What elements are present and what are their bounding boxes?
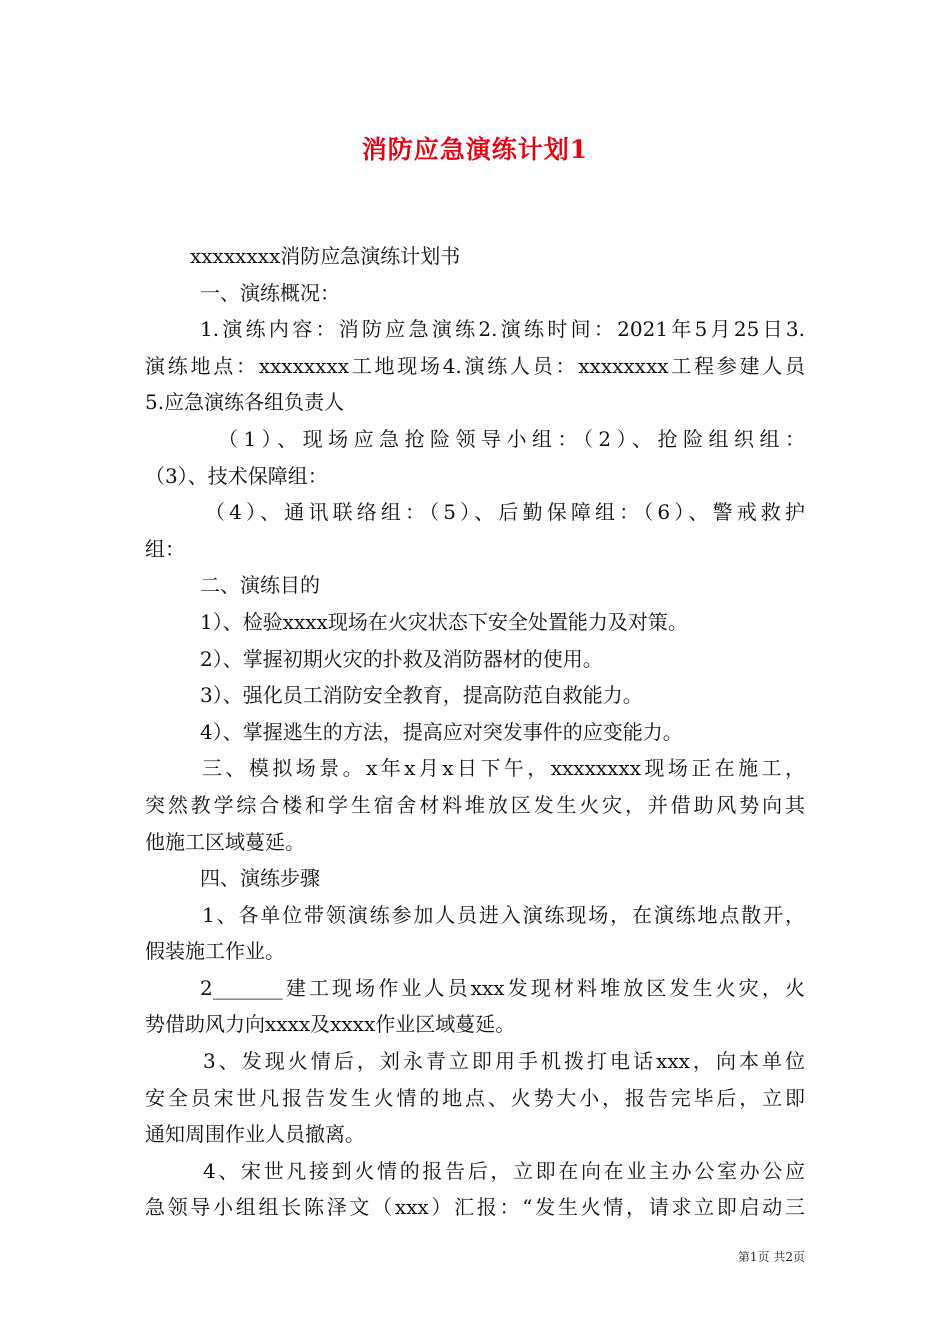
text-line: 1）、检验xxxx现场在火灾状态下安全处置能力及对策。 (200, 609, 688, 634)
text-line: （3）、技术保障组： (145, 463, 328, 488)
text-line: 1.演练内容：消防应急演练2.演练时间：2021年5月25日3. (200, 317, 805, 342)
text-line: （1）、现场应急抢险领导小组：（2）、抢险组织组： (218, 426, 805, 451)
text-line: （4）、通讯联络组：（5）、后勤保障组：（6）、警戒救护 (205, 500, 805, 525)
text-line: 3）、强化员工消防安全教育，提高防范自救能力。 (200, 683, 643, 708)
document-body (145, 238, 805, 1226)
text-line: 1、各单位带领演练参加人员进入演练现场，在演练地点散开， (202, 902, 805, 927)
text-line: 突然教学综合楼和学生宿舍材料堆放区发生火灾，并借助风势向其 (145, 792, 805, 817)
text-line: 通知周围作业人员撤离。 (145, 1122, 365, 1147)
section-heading: 一、演练概况： (200, 280, 340, 305)
text-line: 急领导小组组长陈泽文（xxx）汇报：“发生火情，请求立即启动三 (145, 1195, 805, 1220)
text-line: 势借助风力向xxxx及xxxx作业区域蔓延。 (145, 1012, 516, 1037)
text-line: 2）、掌握初期火灾的扑救及消防器材的使用。 (200, 646, 603, 671)
text-line: 2_______建工现场作业人员xxx发现材料堆放区发生火灾，火 (200, 975, 805, 1000)
text-line: 5.应急演练各组负责人 (145, 390, 345, 415)
text-line: 假装施工作业。 (145, 939, 285, 964)
text-line: 他施工区域蔓延。 (145, 829, 305, 854)
text-line: xxxxxxxx消防应急演练计划书 (190, 244, 461, 268)
text-line: 演练地点：xxxxxxxx工地现场4.演练人员：xxxxxxxx工程参建人员 (145, 353, 805, 378)
page-number: 第1页 共2页 (737, 1250, 805, 1264)
document-title: 消防应急演练计划1 (361, 135, 589, 164)
text-line: 组： (145, 536, 185, 561)
section-heading: 四、演练步骤 (200, 866, 320, 891)
text-line: 三、模拟场景。x年x月x日下午，xxxxxxxx现场正在施工， (202, 756, 805, 781)
section-heading: 二、演练目的 (200, 573, 320, 598)
text-line: 3、发现火情后，刘永青立即用手机拨打电话xxx，向本单位 (203, 1049, 805, 1074)
text-line: 4）、掌握逃生的方法，提高应对突发事件的应变能力。 (200, 719, 683, 744)
text-line: 安全员宋世凡报告发生火情的地点、火势大小，报告完毕后，立即 (145, 1085, 805, 1110)
text-line: 4、宋世凡接到火情的报告后，立即在向在业主办公室办公应 (203, 1158, 805, 1183)
